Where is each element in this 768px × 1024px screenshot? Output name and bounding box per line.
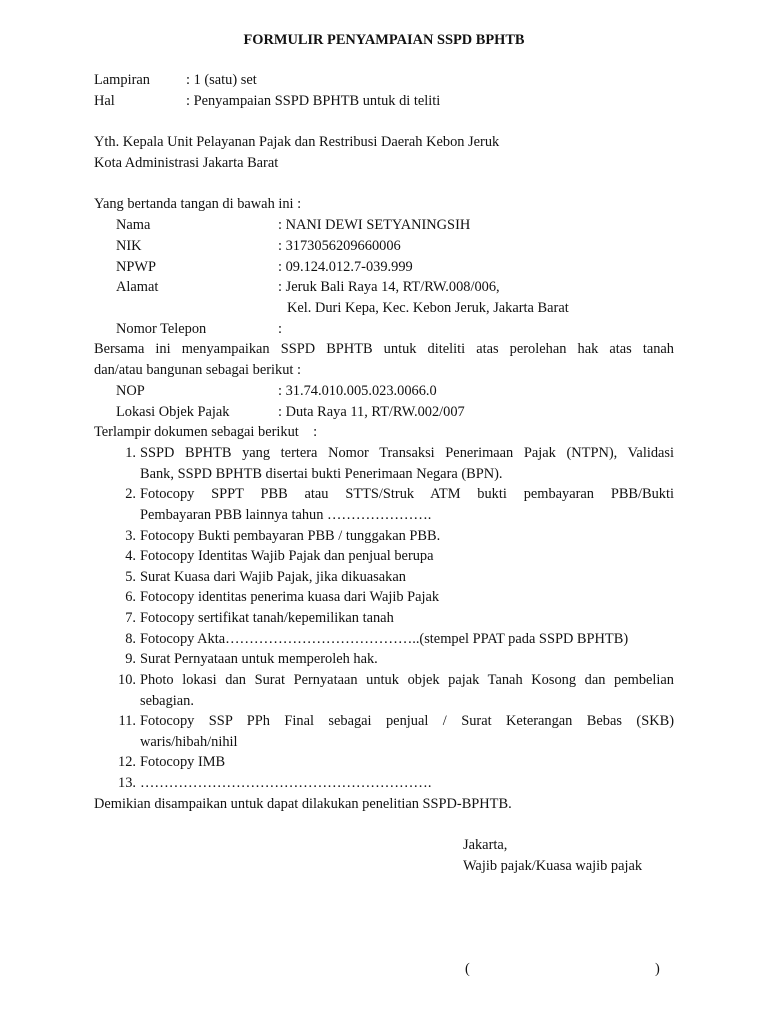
alamat-value-line-1: : Jeruk Bali Raya 14, RT/RW.008/006,: [278, 279, 500, 295]
body-paragraph-line-1: Bersama ini menyampaikan SSPD BPHTB untuk diteliti atas perolehan hak atas tanah: [94, 341, 674, 357]
npwp-label: NPWP: [116, 259, 156, 275]
nop-value: : 31.74.010.005.023.0066.0: [278, 383, 437, 399]
hal-value: : Penyampaian SSPD BPHTB untuk di teliti: [186, 93, 441, 109]
list-item-11-line-2: waris/hibah/nihil: [140, 734, 238, 750]
lampiran-label: Lampiran: [94, 72, 150, 88]
list-item-6: Fotocopy identitas penerima kuasa dari Wajib Pajak: [140, 589, 440, 605]
document-title: FORMULIR PENYAMPAIAN SSPD BPHTB: [243, 32, 525, 48]
signatory-intro: Yang bertanda tangan di bawah ini :: [94, 196, 302, 212]
list-item-2-line-2: Pembayaran PBB lainnya tahun ………………….: [140, 507, 432, 523]
npwp-value: : 09.124.012.7-039.999: [278, 259, 413, 275]
body-paragraph-line-2: dan/atau bangunan sebagai berikut :: [94, 362, 301, 378]
alamat-label: Alamat: [116, 279, 159, 295]
list-item-13: …………………………………………………….: [140, 775, 432, 791]
list-item-number: 2.: [125, 486, 136, 502]
list-item-number: 6.: [125, 589, 136, 605]
list-item-number: 13.: [118, 775, 136, 791]
list-item-5: Surat Kuasa dari Wajib Pajak, jika dikuasakan: [140, 569, 406, 585]
nama-value: : NANI DEWI SETYANINGSIH: [278, 217, 471, 233]
closing-sentence: Demikian disampaikan untuk dapat dilakukan penelitian SSPD-BPHTB.: [94, 796, 512, 812]
telepon-value: :: [278, 321, 282, 337]
list-item-number: 11.: [118, 713, 136, 729]
lampiran-value: : 1 (satu) set: [186, 72, 257, 88]
list-item-number: 1.: [125, 445, 136, 461]
list-item-10-line-1: Photo lokasi dan Surat Pernyataan untuk objek pajak Tanah Kosong dan pembelian: [140, 672, 674, 688]
nop-label: NOP: [116, 383, 145, 399]
list-item-12: Fotocopy IMB: [140, 754, 226, 770]
nik-value: : 3173056209660006: [278, 238, 401, 254]
addressee-line-1: Yth. Kepala Unit Pelayanan Pajak dan Restribusi Daerah Kebon Jeruk: [94, 134, 500, 150]
hal-label: Hal: [94, 93, 115, 109]
addressee-line-2: Kota Administrasi Jakarta Barat: [94, 155, 279, 171]
signature-open-paren: (: [465, 961, 470, 977]
list-item-number: 12.: [118, 754, 136, 770]
list-item-8: Fotocopy Akta…………………………………..(stempel PPAT pada SSPD BPHTB): [140, 631, 629, 647]
list-item-11-line-1: Fotocopy SSP PPh Final sebagai penjual / Surat Keterangan Bebas (SKB): [140, 713, 674, 729]
list-item-number: 3.: [125, 528, 136, 544]
list-item-number: 5.: [125, 569, 136, 585]
signature-city: Jakarta,: [463, 837, 508, 853]
list-item-number: 8.: [125, 631, 136, 647]
list-item-10-line-2: sebagian.: [140, 693, 194, 709]
signature-role: Wajib pajak/Kuasa wajib pajak: [463, 858, 643, 874]
telepon-label: Nomor Telepon: [116, 321, 207, 337]
list-item-number: 7.: [125, 610, 136, 626]
nik-label: NIK: [116, 238, 142, 254]
nama-label: Nama: [116, 217, 151, 233]
list-item-7: Fotocopy sertifikat tanah/kepemilikan tanah: [140, 610, 394, 626]
list-item-number: 9.: [125, 651, 136, 667]
list-item-3: Fotocopy Bukti pembayaran PBB / tunggakan PBB.: [140, 528, 441, 544]
attachment-intro: Terlampir dokumen sebagai berikut :: [94, 424, 318, 440]
lokasi-value: : Duta Raya 11, RT/RW.002/007: [278, 404, 465, 420]
list-item-number: 4.: [125, 548, 136, 564]
list-item-2-line-1: Fotocopy SPPT PBB atau STTS/Struk ATM bukti pembayaran PBB/Bukti: [140, 486, 674, 502]
list-item-4: Fotocopy Identitas Wajib Pajak dan penjual berupa: [140, 548, 434, 564]
list-item-9: Surat Pernyataan untuk memperoleh hak.: [140, 651, 378, 667]
signature-close-paren: ): [655, 961, 660, 977]
list-item-1-line-1: SSPD BPHTB yang tertera Nomor Transaksi Penerimaan Pajak (NTPN), Validasi: [140, 445, 674, 461]
alamat-value-line-2: Kel. Duri Kepa, Kec. Kebon Jeruk, Jakarta Barat: [287, 300, 569, 316]
list-item-1-line-2: Bank, SSPD BPHTB disertai bukti Penerimaan Negara (BPN).: [140, 466, 503, 482]
list-item-number: 10.: [118, 672, 136, 688]
lokasi-label: Lokasi Objek Pajak: [116, 404, 230, 420]
